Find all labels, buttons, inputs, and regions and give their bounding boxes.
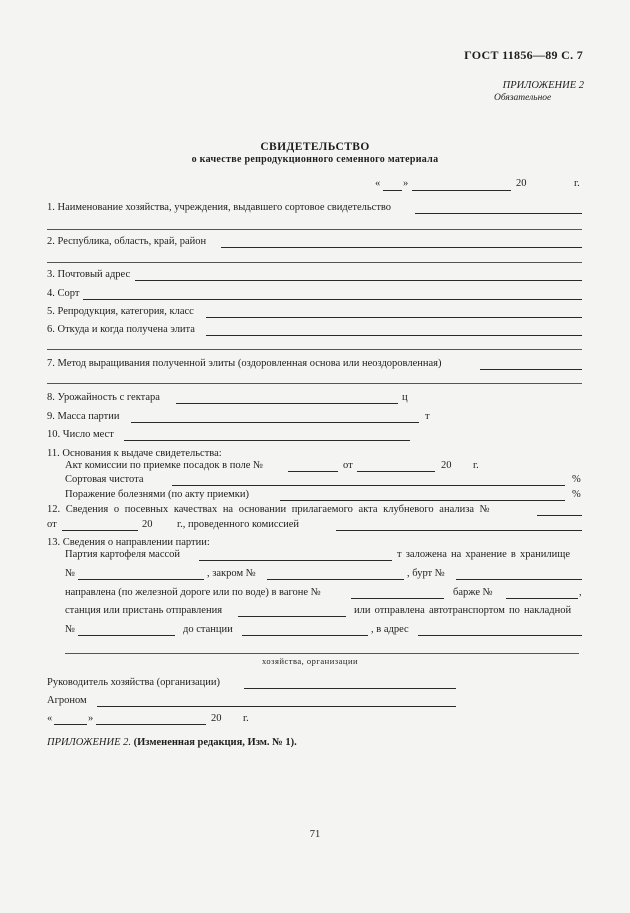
field-13-l4a: станция или пристань отправления bbox=[65, 605, 223, 616]
field-11-act-number[interactable] bbox=[288, 471, 338, 472]
field-9-input[interactable] bbox=[131, 422, 419, 423]
field-7-input[interactable] bbox=[480, 369, 582, 370]
field-9-label: 9. Масса партии bbox=[47, 411, 120, 422]
field-13-destination-station[interactable] bbox=[242, 635, 368, 636]
date-month-field[interactable] bbox=[412, 190, 511, 191]
date-quote-open: « bbox=[375, 178, 381, 189]
field-12-year: 20 bbox=[142, 519, 153, 530]
field-6-input[interactable] bbox=[206, 335, 582, 336]
appendix-label: ПРИЛОЖЕНИЕ 2 bbox=[502, 80, 584, 91]
field-13-barge-number[interactable] bbox=[506, 598, 578, 599]
field-13-mass-input[interactable] bbox=[199, 560, 392, 561]
field-1-label: 1. Наименование хозяйства, учреждения, выдавшего сортовое свидетельство bbox=[47, 202, 392, 213]
field-12-date[interactable] bbox=[62, 530, 138, 531]
field-11-disease-input[interactable] bbox=[280, 500, 565, 501]
field-8-input[interactable] bbox=[176, 403, 398, 404]
field-10-input[interactable] bbox=[124, 440, 410, 441]
field-4-input[interactable] bbox=[83, 299, 582, 300]
field-11-purity-input[interactable] bbox=[172, 485, 565, 486]
field-11-year: 20 bbox=[441, 460, 452, 471]
field-13-l3b: барже № bbox=[453, 587, 493, 598]
signature-quote-open: « bbox=[47, 713, 53, 724]
date-day-field[interactable] bbox=[383, 190, 402, 191]
field-13-pile-number[interactable] bbox=[456, 579, 582, 580]
field-6-input-line2[interactable] bbox=[47, 349, 582, 350]
field-13-l5c: , в адрес bbox=[371, 624, 409, 635]
signature-year: 20 bbox=[211, 713, 222, 724]
field-11-act-label: Акт комиссии по приемке посадок в поле № bbox=[65, 460, 263, 471]
field-13-caption: хозяйства, организации bbox=[262, 656, 359, 666]
mandatory-label: Обязательное bbox=[494, 93, 552, 103]
field-1-input[interactable] bbox=[415, 213, 582, 214]
field-13-storage-number[interactable] bbox=[78, 579, 204, 580]
field-13-l5a: № bbox=[65, 624, 76, 635]
field-13-bin-number[interactable] bbox=[267, 579, 404, 580]
field-8-label: 8. Урожайность с гектара bbox=[47, 392, 160, 403]
field-13-l3a: направлена (по железной дороге или по воде) в вагоне № bbox=[65, 587, 321, 598]
field-13-l5b: до станции bbox=[183, 624, 233, 635]
field-13-l3c: , bbox=[579, 587, 582, 598]
amendment-note-italic: ПРИЛОЖЕНИЕ 2. bbox=[47, 737, 131, 748]
field-11-ot: от bbox=[343, 460, 353, 471]
field-3-input[interactable] bbox=[135, 280, 582, 281]
field-11-disease-label: Поражение болезнями (по акту приемки) bbox=[65, 489, 249, 500]
field-13-waybill-number[interactable] bbox=[78, 635, 175, 636]
field-12-commission[interactable] bbox=[336, 530, 582, 531]
field-13-organization-line[interactable] bbox=[65, 653, 579, 654]
field-5-label: 5. Репродукция, категория, класс bbox=[47, 306, 194, 317]
field-13-address-input[interactable] bbox=[418, 635, 582, 636]
date-quote-close: » bbox=[403, 178, 409, 189]
field-13-l2a: № bbox=[65, 568, 76, 579]
field-2-label: 2. Республика, область, край, район bbox=[47, 236, 207, 247]
date-year: 20 bbox=[516, 178, 527, 189]
field-10-label: 10. Число мест bbox=[47, 429, 114, 440]
field-13-l1a: Партия картофеля массой bbox=[65, 549, 181, 560]
signature-head-input[interactable] bbox=[244, 688, 456, 689]
field-7-input-line2[interactable] bbox=[47, 383, 582, 384]
field-13-station-input[interactable] bbox=[238, 616, 346, 617]
field-13-label: 13. Сведения о направлении партии: bbox=[47, 537, 210, 548]
signature-month-field[interactable] bbox=[96, 724, 206, 725]
signature-g: г. bbox=[243, 713, 249, 724]
field-12-label: 12. Сведения о посевных качествах на основании прилагаемого акта клубневого анализа № bbox=[47, 504, 490, 515]
signature-day-field[interactable] bbox=[54, 724, 87, 725]
amendment-note-bold: (Измененная редакция, Изм. № 1). bbox=[133, 737, 297, 748]
field-12-ot: от bbox=[47, 519, 57, 530]
field-11-act-date[interactable] bbox=[357, 471, 435, 472]
field-13-wagon-number[interactable] bbox=[351, 598, 444, 599]
signature-agronomist-label: Агроном bbox=[47, 695, 87, 706]
date-g: г. bbox=[574, 178, 580, 189]
field-2-input-line2[interactable] bbox=[47, 262, 582, 263]
field-6-label: 6. Откуда и когда получена элита bbox=[47, 324, 195, 335]
field-13-l2b: , закром № bbox=[207, 568, 256, 579]
field-1-input-line2[interactable] bbox=[47, 229, 582, 230]
field-11-purity-label: Сортовая чистота bbox=[65, 474, 144, 485]
field-9-unit: т bbox=[425, 411, 430, 422]
field-2-input[interactable] bbox=[221, 247, 582, 248]
field-11-disease-pct: % bbox=[572, 489, 581, 500]
document-subtitle: о качестве репродукционного семенного материала bbox=[191, 154, 439, 165]
field-5-input[interactable] bbox=[206, 317, 582, 318]
signature-agronomist-input[interactable] bbox=[97, 706, 456, 707]
amendment-note bbox=[47, 737, 297, 748]
field-7-label: 7. Метод выращивания полученной элиты (оздоровленная основа или неоздоровленная) bbox=[47, 358, 442, 369]
page-number: 71 bbox=[309, 829, 321, 840]
field-8-unit: ц bbox=[402, 392, 408, 403]
field-4-label: 4. Сорт bbox=[47, 288, 80, 299]
field-12-number[interactable] bbox=[537, 515, 582, 516]
field-13-l2c: , бурт № bbox=[407, 568, 445, 579]
document-title: СВИДЕТЕЛЬСТВО bbox=[260, 141, 370, 153]
field-11-g: г. bbox=[473, 460, 479, 471]
field-11-purity-pct: % bbox=[572, 474, 581, 485]
field-13-l4b: или отправлена автотранспортом по накладной bbox=[354, 605, 572, 616]
signature-head-label: Руководитель хозяйства (организации) bbox=[47, 677, 221, 688]
field-12-rest: г., проведенного комиссией bbox=[177, 519, 300, 530]
gost-header: ГОСТ 11856—89 С. 7 bbox=[464, 48, 583, 62]
signature-quote-close: » bbox=[88, 713, 94, 724]
field-13-l1b: т заложена на хранение в хранилище bbox=[397, 549, 570, 560]
field-11-label: 11. Основания к выдаче свидетельства: bbox=[47, 448, 222, 459]
field-3-label: 3. Почтовый адрес bbox=[47, 269, 131, 280]
